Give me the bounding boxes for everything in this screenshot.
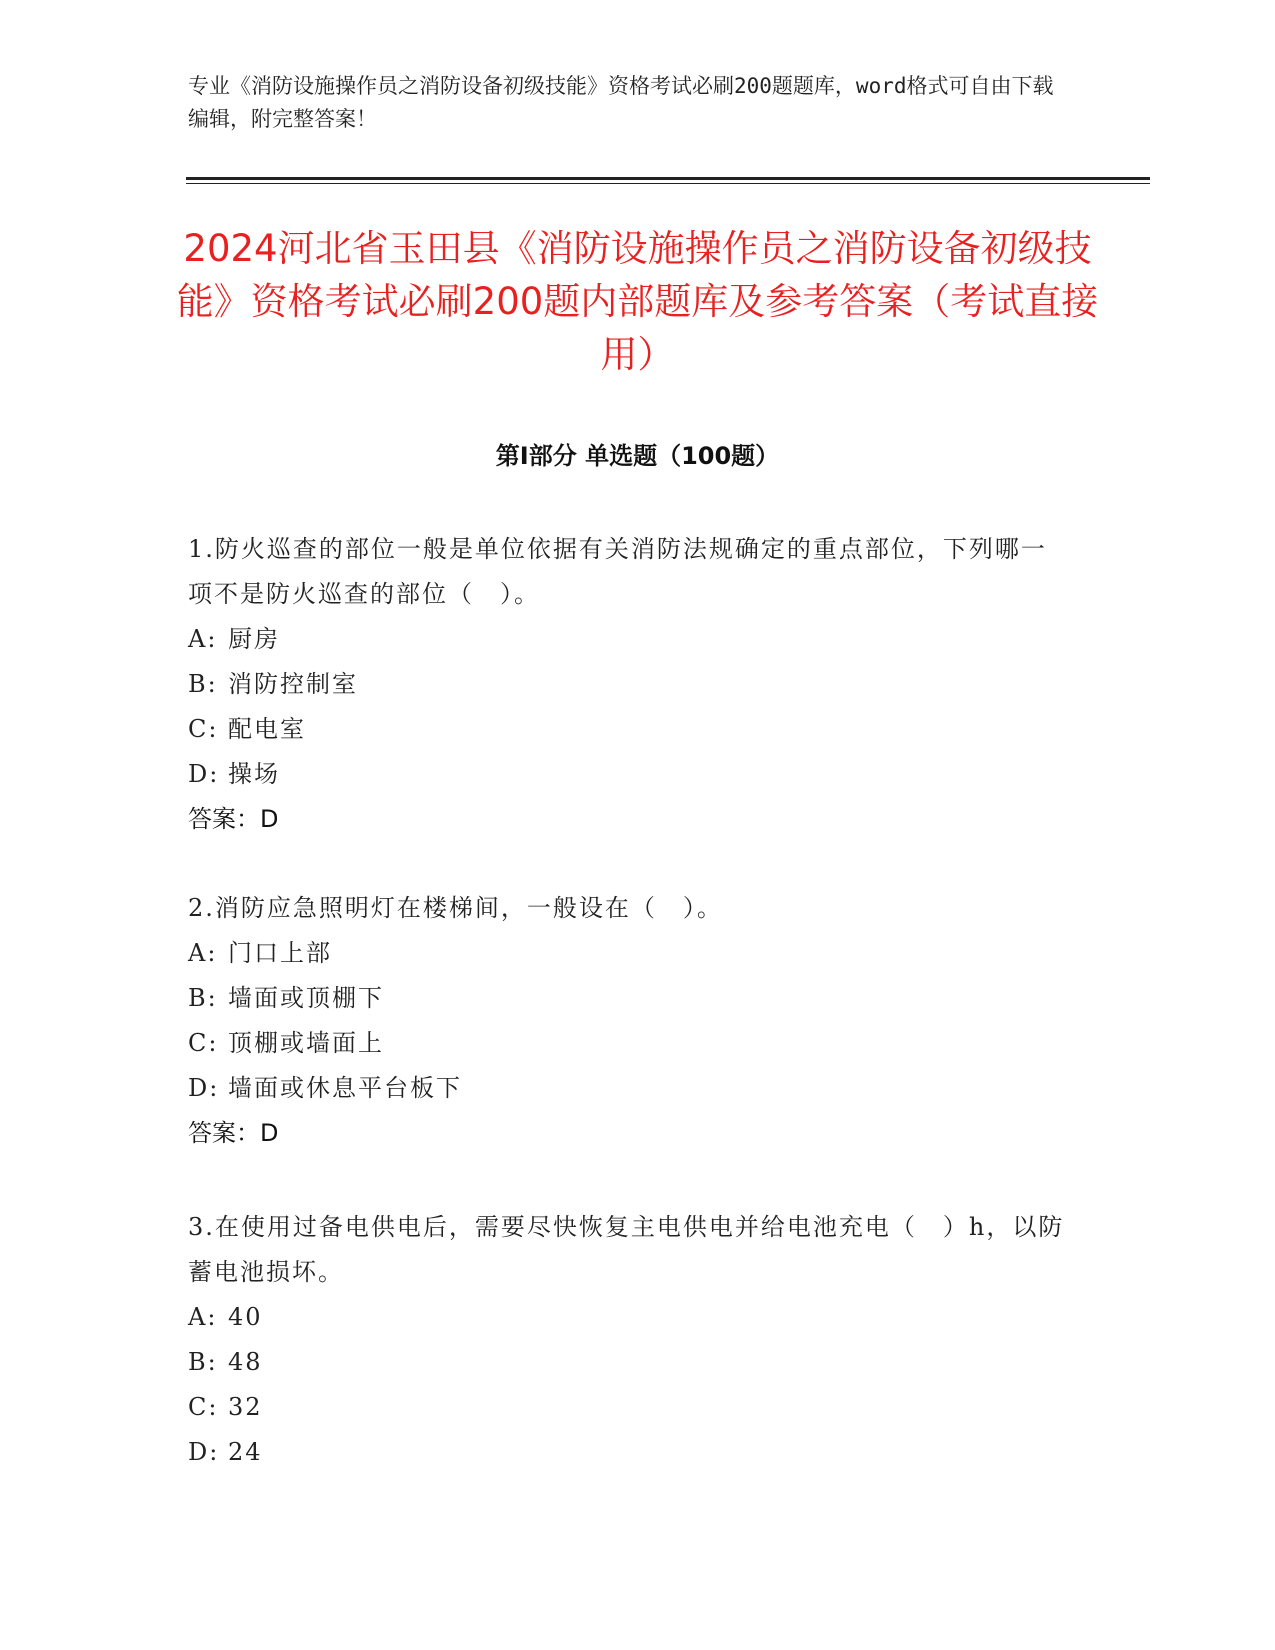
option-c — [188, 707, 1068, 752]
option-a — [188, 617, 1068, 662]
option-key: A: — [188, 625, 218, 653]
header-divider-thick — [186, 177, 1150, 180]
option-key: D: — [188, 760, 220, 788]
option-d — [188, 1066, 1068, 1111]
option-d — [188, 752, 1068, 797]
option-b — [188, 1340, 1068, 1385]
option-key: A: — [188, 939, 218, 967]
option-c — [188, 1021, 1068, 1066]
option-key: D: — [188, 1074, 220, 1102]
option-text: 24 — [228, 1438, 263, 1466]
option-c — [188, 1385, 1068, 1430]
document-title: 2024河北省玉田县《消防设施操作员之消防设备初级技能》资格考试必刷200题内部题库及参考答案（考试直接用） — [176, 227, 1099, 376]
question-1 — [188, 527, 1068, 842]
option-key: C: — [188, 1393, 219, 1421]
question-stem: 1.防火巡查的部位一般是单位依据有关消防法规确定的重点部位，下列哪一项不是防火巡查的部位（ ）。 — [188, 535, 1047, 608]
option-text: 厨房 — [228, 625, 280, 653]
option-key: B: — [188, 670, 218, 698]
question-stem: 3.在使用过备电供电后，需要尽快恢复主电供电并给电池充电（ ）h，以防蓄电池损坏。 — [188, 1213, 1065, 1286]
option-a — [188, 1295, 1068, 1340]
option-key: C: — [188, 715, 219, 743]
question-2 — [188, 886, 1068, 1156]
option-key: A: — [188, 1303, 218, 1331]
option-key: B: — [188, 1348, 218, 1376]
option-text: 32 — [228, 1393, 263, 1421]
option-text: 墙面或顶棚下 — [228, 984, 384, 1012]
option-text: 消防控制室 — [228, 670, 358, 698]
option-text: 门口上部 — [228, 939, 332, 967]
option-text: 顶棚或墙面上 — [228, 1029, 384, 1057]
option-text: 40 — [228, 1303, 263, 1331]
option-key: B: — [188, 984, 218, 1012]
option-text: 操场 — [228, 760, 280, 788]
option-text: 48 — [228, 1348, 263, 1376]
option-text: 墙面或休息平台板下 — [228, 1074, 462, 1102]
option-a — [188, 931, 1068, 976]
question-3 — [188, 1205, 1068, 1475]
option-b — [188, 976, 1068, 1021]
option-text: 配电室 — [228, 715, 306, 743]
header-divider-thin — [186, 183, 1150, 184]
header-note: 专业《消防设施操作员之消防设备初级技能》资格考试必刷200题题库，word格式可自由下载编辑，附完整答案！ — [188, 74, 1054, 131]
section-title: 第Ⅰ部分 单选题（100题） — [495, 442, 780, 470]
answer-line: 答案：D — [188, 1119, 279, 1147]
option-b — [188, 662, 1068, 707]
option-d — [188, 1430, 1068, 1475]
option-key: C: — [188, 1029, 219, 1057]
option-key: D: — [188, 1438, 220, 1466]
answer-line: 答案：D — [188, 805, 279, 833]
question-stem: 2.消防应急照明灯在楼梯间，一般设在（ ）。 — [188, 894, 723, 922]
